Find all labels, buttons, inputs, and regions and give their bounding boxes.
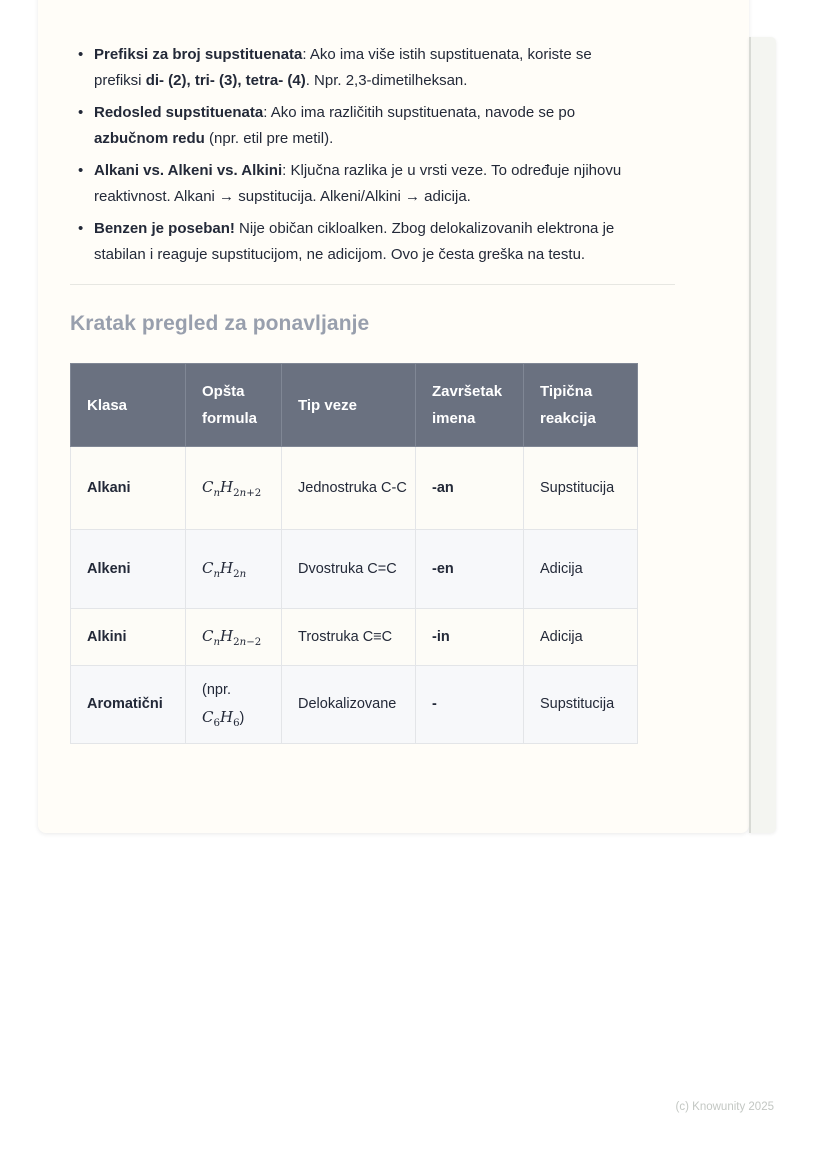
cell-klasa: Alkeni <box>71 530 186 609</box>
table-row <box>71 609 638 666</box>
table-row <box>71 666 638 744</box>
table-row <box>71 447 638 530</box>
column-header: Završetak imena <box>416 364 524 447</box>
cell-zavrsetak: - <box>416 666 524 744</box>
page-content <box>38 0 749 744</box>
column-header: Opšta formula <box>186 364 282 447</box>
cell-formula <box>186 609 282 666</box>
chemical-formula: $C_nH_{2n-2}$ <box>202 627 262 648</box>
cell-tip-veze: Dvostruka C=C <box>282 530 416 609</box>
column-header: Tip veze <box>282 364 416 447</box>
chemical-formula: $C_nH_{2n+2}$ <box>202 478 262 499</box>
chemical-formula: $C_nH_{2n}$ <box>202 559 247 580</box>
bullet-item <box>38 100 637 152</box>
next-page-edge <box>749 37 776 833</box>
cell-klasa: Aromatični <box>71 666 186 744</box>
cell-zavrsetak: -in <box>416 609 524 666</box>
column-header: Klasa <box>71 364 186 447</box>
summary-table <box>70 363 638 744</box>
table-header-row <box>71 364 638 447</box>
bullet-text: Benzen je poseban! Nije običan cikloalken. Zbog delokalizovanih elektrona je stabilan i reaguje supstitucijom, ne adicijom. Ovo je česta greška na testu. <box>94 220 615 263</box>
cell-reakcija: Supstitucija <box>524 447 638 530</box>
bullet-dot-icon: • <box>78 104 84 121</box>
bullet-item <box>38 216 637 268</box>
section-heading: Kratak pregled za ponavljanje <box>70 312 370 335</box>
bullet-dot-icon: • <box>78 220 84 237</box>
cell-klasa: Alkini <box>71 609 186 666</box>
bullet-list <box>38 0 749 268</box>
bullet-text: Redosled supstituenata: Ako ima različitih supstituenata, navode se po azbučnom redu (npr. etil pre metil). <box>94 104 576 147</box>
table-row <box>71 530 638 609</box>
cell-formula: (npr. $C_6H_6$) <box>186 666 282 744</box>
cell-tip-veze: Trostruka C≡C <box>282 609 416 666</box>
cell-reakcija: Supstitucija <box>524 666 638 744</box>
bullet-text: Prefiksi za broj supstituenata: Ako ima više istih supstituenata, koriste se prefiksi di- (2), tri- (3), tetra- (4). Npr. 2,3-dimetilheksan. <box>94 46 592 89</box>
copyright-text: (c) Knowunity 2025 <box>675 1101 774 1113</box>
bullet-item <box>38 42 637 94</box>
cell-zavrsetak: -en <box>416 530 524 609</box>
chemical-formula: $C_6H_6$ <box>202 708 240 729</box>
cell-zavrsetak: -an <box>416 447 524 530</box>
cell-formula <box>186 530 282 609</box>
cell-klasa: Alkani <box>71 447 186 530</box>
document-page <box>38 0 749 833</box>
bullet-dot-icon: • <box>78 162 84 179</box>
section-divider <box>70 284 675 285</box>
cell-reakcija: Adicija <box>524 609 638 666</box>
cell-formula <box>186 447 282 530</box>
bullet-text: Alkani vs. Alkeni vs. Alkini: Ključna razlika je u vrsti veze. To određuje njihovu reaktivnost. Alkani → supstitucija. Alkeni/Alkini → adicija. <box>94 162 622 205</box>
cell-tip-veze: Jednostruka C-C <box>282 447 416 530</box>
bullet-dot-icon: • <box>78 46 84 63</box>
column-header: Tipična reakcija <box>524 364 638 447</box>
cell-tip-veze: Delokalizovane <box>282 666 416 744</box>
bullet-item <box>38 158 637 210</box>
cell-reakcija: Adicija <box>524 530 638 609</box>
